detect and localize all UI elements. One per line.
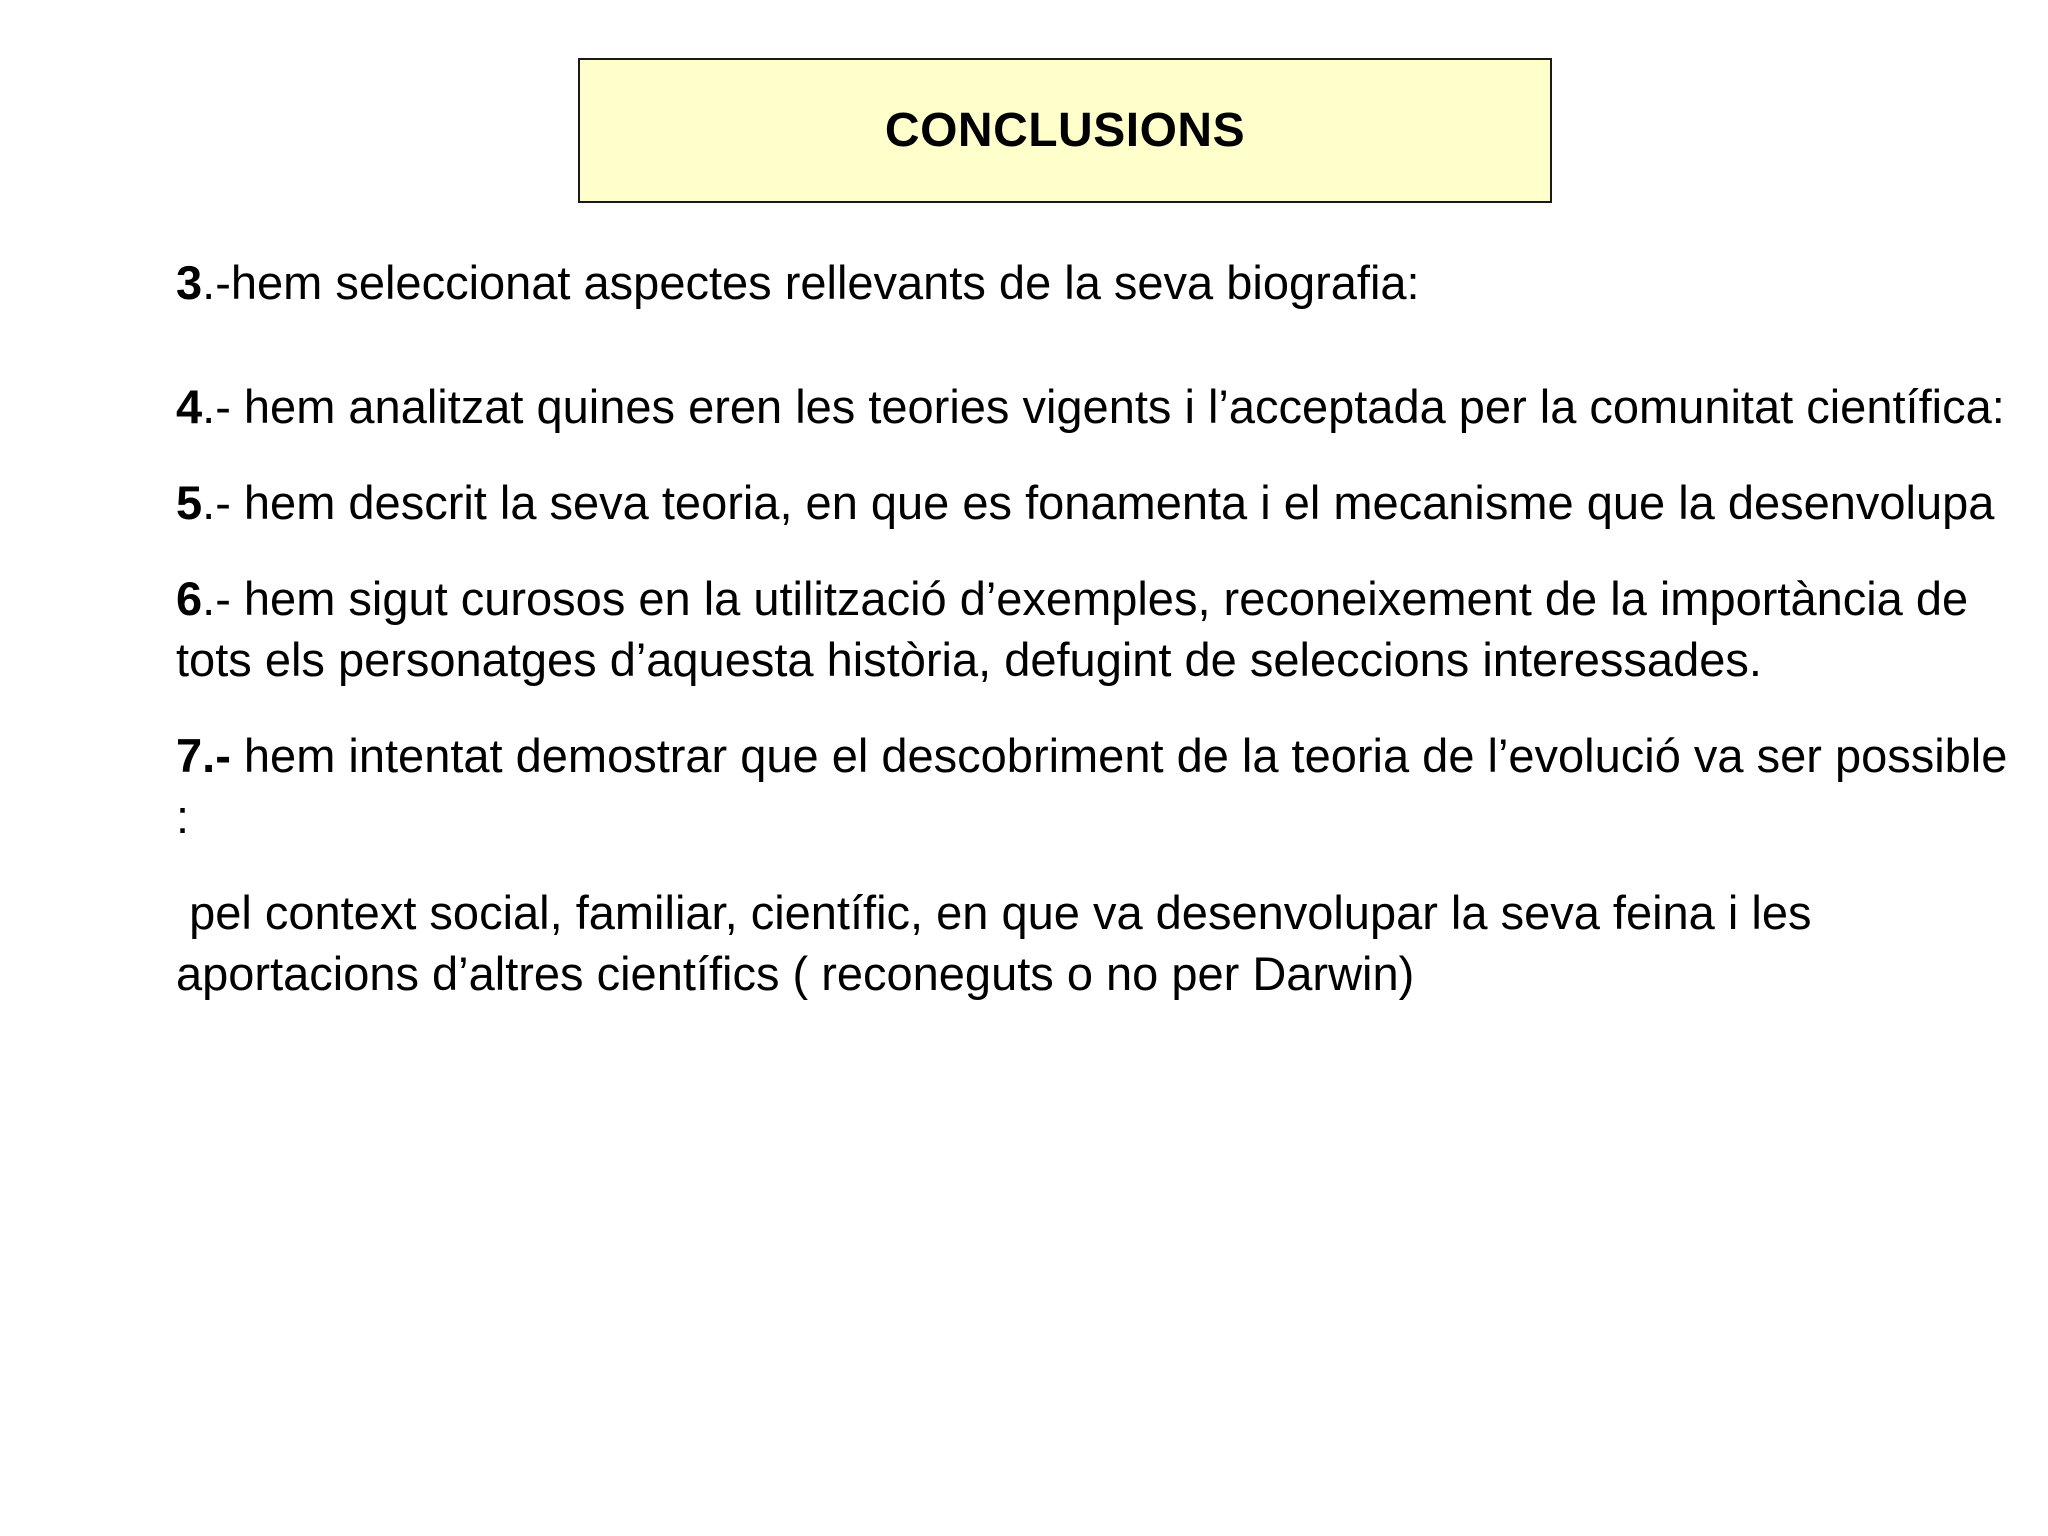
conclusion-item-4 <box>176 376 2016 437</box>
item-text: hem descrit la seva teoria, en que es fonamenta i el mecanisme que la desenvolupa <box>243 476 1995 529</box>
item-separator: .- <box>202 256 231 309</box>
conclusion-item-5 <box>176 472 2016 533</box>
item-text: hem sigut curosos en la utilització d’exemples, reconeixement de la importància de tots els personatges d’aquesta història, defugint de seleccions interessades. <box>176 572 1982 686</box>
item-separator: .- <box>202 476 244 529</box>
item-text: hem seleccionat aspectes rellevants de la seva biografia: <box>230 256 1420 309</box>
conclusion-item-7 <box>176 725 2021 847</box>
item-separator <box>231 729 244 782</box>
item-number: 7.- <box>176 729 231 782</box>
conclusion-item-6 <box>176 568 2016 690</box>
item-text: hem intentat demostrar que el descobriment de la teoria de l’evolució va ser possible : <box>176 729 2021 843</box>
item-separator: .- <box>202 380 244 433</box>
item-separator: .- <box>202 572 244 625</box>
page-title: CONCLUSIONS <box>884 104 1246 157</box>
item-number: 4 <box>176 380 203 433</box>
conclusions-list <box>176 252 2021 1004</box>
item-number: 6 <box>176 572 203 625</box>
item-text: hem analitzat quines eren les teories vigents i l’acceptada per la comunitat científica: <box>243 380 2005 433</box>
title-box <box>578 58 1552 203</box>
item-number: 3 <box>176 256 203 309</box>
closing-paragraph: pel context social, familiar, científic, en que va desenvolupar la seva feina i les aportacions d’altres científics ( reconeguts o no per Darwin) <box>176 886 1825 1000</box>
item-number: 5 <box>176 476 203 529</box>
conclusion-item-3 <box>176 252 2016 313</box>
